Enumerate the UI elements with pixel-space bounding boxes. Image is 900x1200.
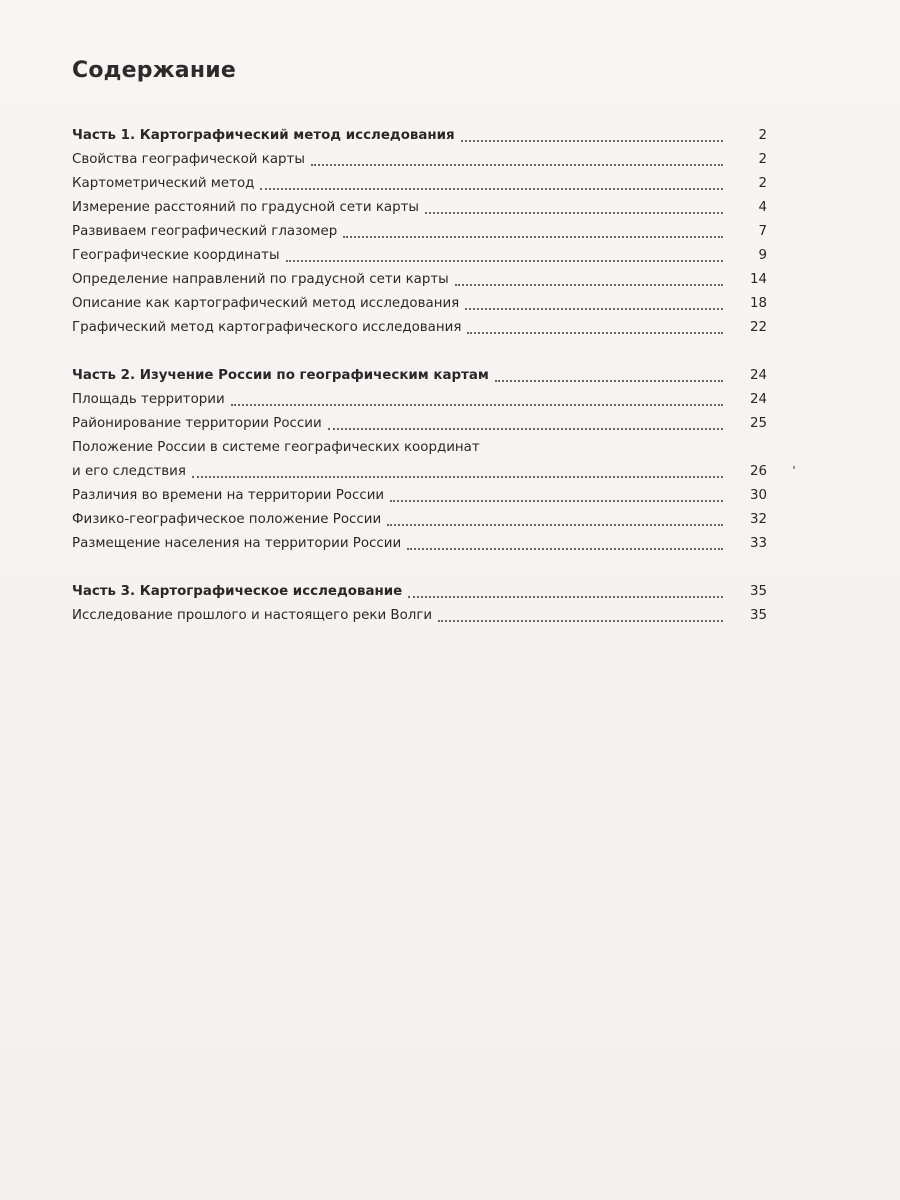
- toc-item[interactable]: [72, 508, 767, 532]
- toc-part-3[interactable]: [72, 580, 767, 604]
- toc-page-number: 24: [749, 392, 767, 407]
- toc-item-label-line1: Положение России в системе географических координат: [72, 440, 480, 455]
- toc-part-1[interactable]: [72, 124, 767, 148]
- dot-leader: [260, 188, 723, 190]
- toc-item[interactable]: [72, 244, 767, 268]
- page-title: Содержание: [72, 58, 236, 83]
- toc-item-label: Физико-географическое положение России: [72, 512, 382, 527]
- dot-leader: [408, 596, 723, 598]
- dot-leader: [425, 212, 723, 214]
- dot-leader: [311, 164, 723, 166]
- toc-item[interactable]: [72, 196, 767, 220]
- toc-page-number: 25: [749, 416, 767, 431]
- toc-item[interactable]: [72, 532, 767, 556]
- toc-item-label: Измерение расстояний по градусной сети карты: [72, 200, 419, 215]
- toc-part-label: Часть 2. Изучение России по географическим картам: [72, 368, 489, 383]
- toc-item-label: Картометрический метод: [72, 176, 255, 191]
- toc-part-2[interactable]: [72, 364, 767, 388]
- toc-page-number: 2: [758, 128, 767, 143]
- toc-item-label: Описание как картографический метод исследования: [72, 296, 460, 311]
- toc-item-label: Районирование территории России: [72, 416, 322, 431]
- toc-item-label-line2: и его следствия: [72, 464, 186, 479]
- toc-item[interactable]: [72, 412, 767, 436]
- toc-item-label: Различия во времени на территории России: [72, 488, 385, 503]
- dot-leader: [461, 140, 723, 142]
- toc-page-number: 4: [758, 200, 767, 215]
- section-spacer: [72, 556, 767, 580]
- toc-page-number: 30: [749, 488, 767, 503]
- toc-page-number: 9: [758, 248, 767, 263]
- dot-leader: [390, 500, 723, 502]
- toc-part-label: Часть 1. Картографический метод исследования: [72, 128, 455, 143]
- toc-page-number: 32: [749, 512, 767, 527]
- toc-item[interactable]: [72, 316, 767, 340]
- toc-item[interactable]: [72, 436, 767, 484]
- dot-leader: [231, 404, 723, 406]
- toc-item-label: Площадь территории: [72, 392, 225, 407]
- dot-leader: [192, 476, 723, 478]
- toc-item[interactable]: [72, 220, 767, 244]
- toc-item-label: Определение направлений по градусной сети карты: [72, 272, 449, 287]
- toc-item[interactable]: [72, 484, 767, 508]
- toc-page-number: 7: [758, 224, 767, 239]
- dot-leader: [495, 380, 723, 382]
- toc-page-number: 26: [749, 464, 767, 479]
- toc-part-label: Часть 3. Картографическое исследование: [72, 584, 403, 599]
- toc-item[interactable]: [72, 172, 767, 196]
- toc-item-label: Развиваем географический глазомер: [72, 224, 338, 239]
- table-of-contents: [72, 124, 767, 628]
- dot-leader: [467, 332, 723, 334]
- toc-page-number: 35: [749, 608, 767, 623]
- dot-leader: [455, 284, 723, 286]
- dot-leader: [343, 236, 723, 238]
- toc-page-number: 14: [749, 272, 767, 287]
- toc-page-number: 2: [758, 176, 767, 191]
- toc-item-label: Географические координаты: [72, 248, 280, 263]
- toc-item-label: Свойства географической карты: [72, 152, 305, 167]
- toc-item[interactable]: [72, 148, 767, 172]
- toc-item[interactable]: [72, 292, 767, 316]
- toc-page-number: 18: [749, 296, 767, 311]
- section-spacer: [72, 340, 767, 364]
- dot-leader: [438, 620, 723, 622]
- dot-leader: [286, 260, 723, 262]
- toc-item[interactable]: [72, 604, 767, 628]
- dot-leader: [465, 308, 723, 310]
- toc-item[interactable]: [72, 388, 767, 412]
- toc-page-number: 35: [749, 584, 767, 599]
- toc-page-number: 22: [749, 320, 767, 335]
- toc-page-number: 24: [749, 368, 767, 383]
- toc-item-second-row: [72, 460, 767, 484]
- toc-page-number: 2: [758, 152, 767, 167]
- dot-leader: [328, 428, 723, 430]
- toc-item-label: Исследование прошлого и настоящего реки Волги: [72, 608, 433, 623]
- toc-item[interactable]: [72, 268, 767, 292]
- toc-page-number: 33: [749, 536, 767, 551]
- dot-leader: [407, 548, 723, 550]
- paper-speck: [793, 466, 795, 469]
- dot-leader: [387, 524, 723, 526]
- toc-item-label: Размещение населения на территории России: [72, 536, 402, 551]
- toc-item-label: Графический метод картографического исследования: [72, 320, 462, 335]
